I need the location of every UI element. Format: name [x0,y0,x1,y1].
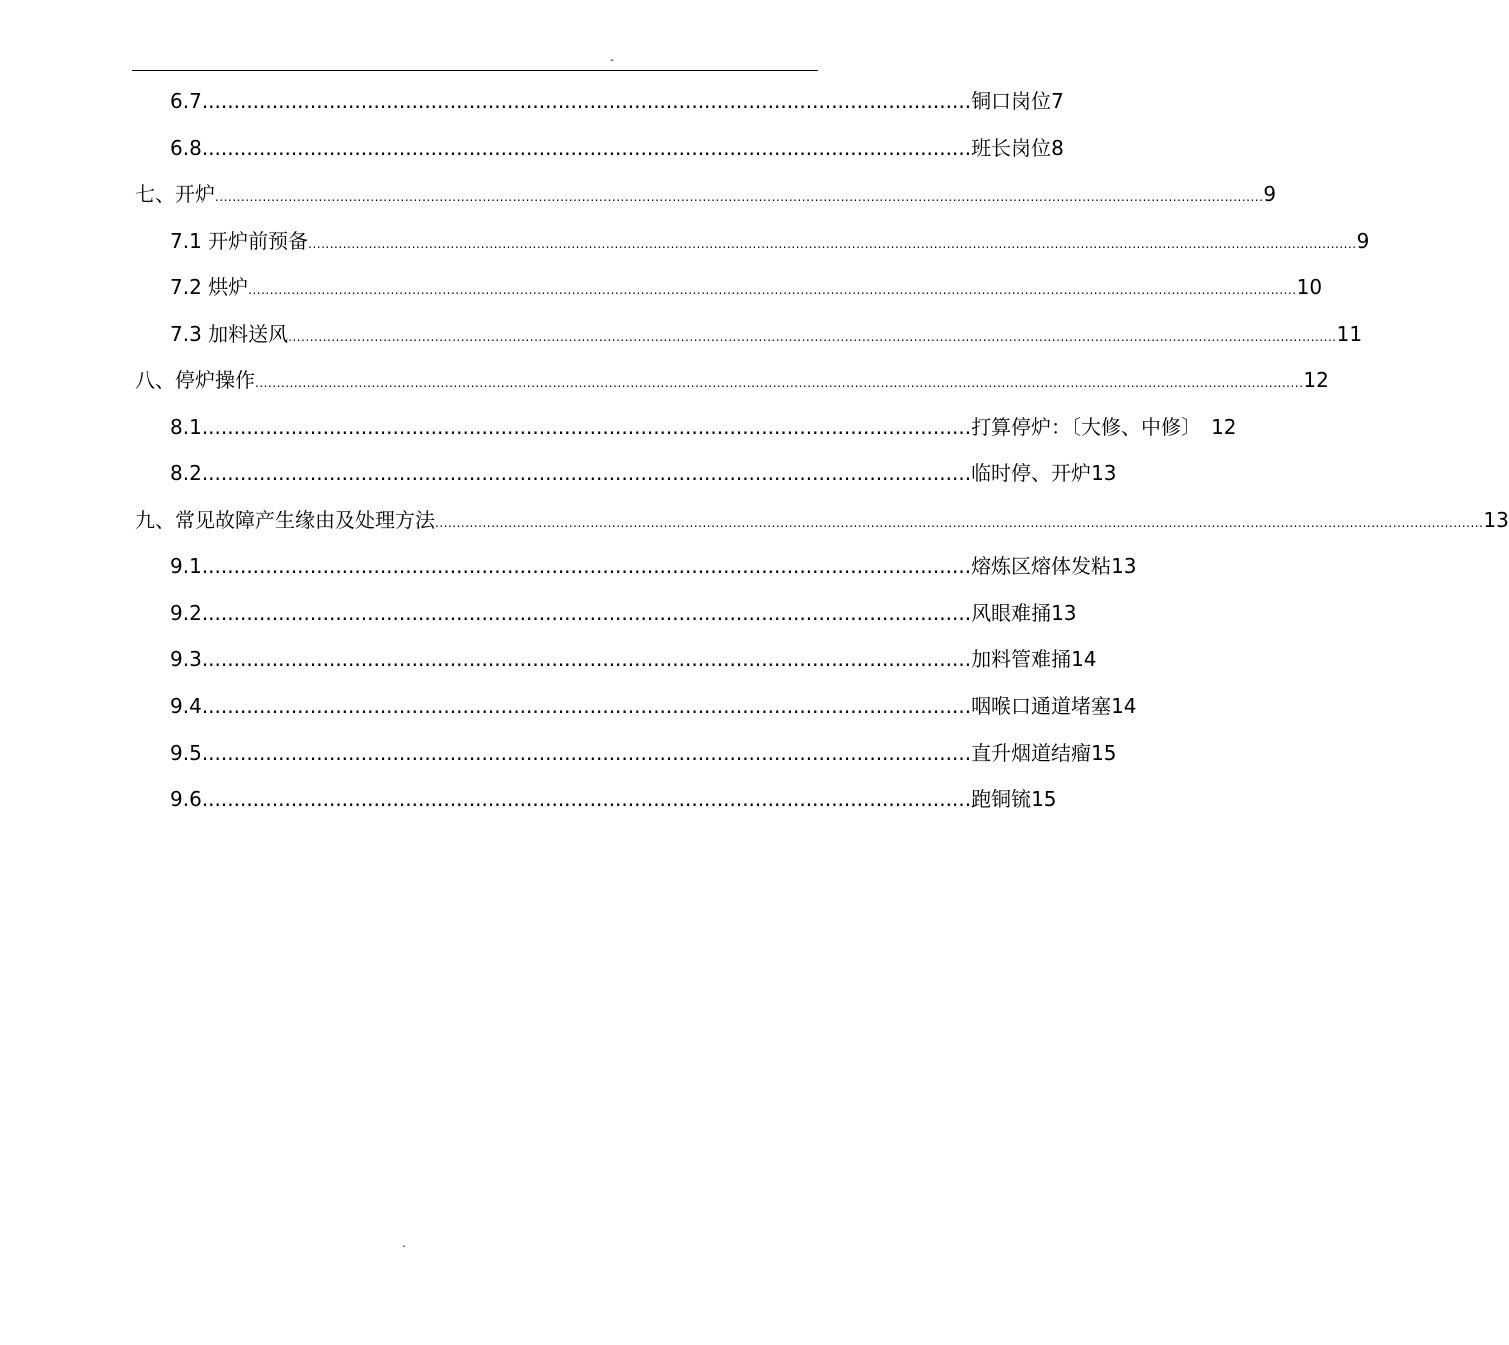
footer-mark: . [402,1237,406,1250]
toc-entry-7-2[interactable] [170,272,1323,302]
toc-entry-number: 9.3 [170,647,202,671]
toc-entry-page: 13 [1483,508,1509,532]
toc-entry-chapter-9[interactable] [135,505,1509,535]
toc-entry-9-1[interactable] [170,551,1137,581]
toc-dot-leader: ......................................................................................................................... [201,787,972,811]
toc-dot-leader: ................................................................................................................................................................................................................................................... [255,376,1304,390]
toc-entry-number: 九、常见故障产生缘由及处理方法 [135,508,435,532]
toc-entry-number: 7.1 开炉前预备 [170,229,309,253]
toc-entry-title: 临时停、开炉 [971,461,1092,485]
toc-entry-number: 9.6 [170,787,202,811]
header-mark: - [610,53,614,66]
toc-entry-number: 9.5 [170,741,202,765]
toc-entry-page: 11 [1336,322,1363,346]
header-rule [132,70,818,71]
toc-entry-page: 15 [1031,787,1057,811]
toc-entry-page: 10 [1296,275,1323,299]
toc-entry-title: 加料管难捅 [971,647,1072,671]
toc-entry-page: 14 [1111,694,1137,718]
toc-entry-number: 七、开炉 [135,182,215,206]
toc-dot-leader: ......................................................................................................................... [201,415,972,439]
toc-dot-leader: ......................................................................................................................... [201,601,972,625]
toc-dot-leader: ......................................................................................................................... [201,647,972,671]
toc-entry-number: 8.2 [170,461,202,485]
toc-entry-page: 14 [1071,647,1097,671]
toc-entry-number: 9.1 [170,554,202,578]
toc-dot-leader: ......................................................................................................................... [201,741,972,765]
toc-entry-page: 8 [1051,136,1064,160]
toc-entry-chapter-8[interactable] [135,365,1329,395]
toc-entry-page: 15 [1091,741,1117,765]
toc-entry-page: 13 [1051,601,1077,625]
toc-dot-leader: ......................................................................................................................... [201,136,972,160]
toc-entry-8-2[interactable] [170,458,1117,488]
toc-entry-title: 风眼难捅 [971,601,1052,625]
toc-entry-number: 9.4 [170,694,202,718]
toc-entry-title: 直升烟道结瘤 [971,741,1092,765]
toc-entry-number: 8.1 [170,415,202,439]
toc-entry-title: 班长岗位 [971,136,1052,160]
toc-entry-page: 13 [1091,461,1117,485]
toc-entry-9-2[interactable] [170,598,1077,628]
toc-entry-number: 6.7 [170,89,202,113]
toc-entry-6-8[interactable] [170,133,1064,163]
toc-entry-page: 9 [1263,182,1277,206]
toc-dot-leader: ......................................................................................................................... [201,89,972,113]
toc-dot-leader: ................................................................................................................................................................................................................................................... [308,237,1357,251]
toc-entry-7-3[interactable] [170,319,1363,349]
toc-entry-number: 八、停炉操作 [135,368,255,392]
toc-dot-leader: ................................................................................................................................................................................................................................................... [248,283,1297,297]
toc-entry-9-6[interactable] [170,784,1057,814]
toc-entry-6-7[interactable] [170,86,1064,116]
toc-entry-number: 7.2 烘炉 [170,275,249,299]
toc-dot-leader: ......................................................................................................................... [201,554,972,578]
toc-dot-leader: ......................................................................................................................... [201,694,972,718]
toc-dot-leader: ................................................................................................................................................................................................................................................... [215,190,1264,204]
toc-entry-page: 9 [1356,229,1370,253]
toc-entry-9-4[interactable] [170,691,1137,721]
toc-dot-leader: ......................................................................................................................... [201,461,972,485]
toc-entry-title: 打算停炉：〔大修、中修〕 [971,415,1202,439]
toc-entry-9-3[interactable] [170,644,1097,674]
toc-entry-number: 7.3 加料送风 [170,322,289,346]
toc-entry-chapter-7[interactable] [135,179,1277,209]
toc-entry-title: 跑铜锍 [971,787,1032,811]
toc-entry-title: 熔炼区熔体发粘 [971,554,1112,578]
toc-entry-page: 13 [1111,554,1137,578]
toc-entry-page: 12 [1211,415,1237,439]
toc-entry-title: 咽喉口通道堵塞 [971,694,1112,718]
toc-entry-number: 9.2 [170,601,202,625]
toc-entry-page: 7 [1051,89,1064,113]
toc-entry-9-5[interactable] [170,738,1117,768]
toc-entry-title: 铜口岗位 [971,89,1052,113]
toc-entry-page: 12 [1303,368,1329,392]
toc-entry-7-1[interactable] [170,226,1370,256]
toc-dot-leader: ................................................................................................................................................................................................................................................... [288,330,1337,344]
toc-dot-leader: ................................................................................................................................................................................................................................................... [435,516,1484,530]
toc-entry-8-1[interactable] [170,412,1237,442]
toc-entry-number: 6.8 [170,136,202,160]
